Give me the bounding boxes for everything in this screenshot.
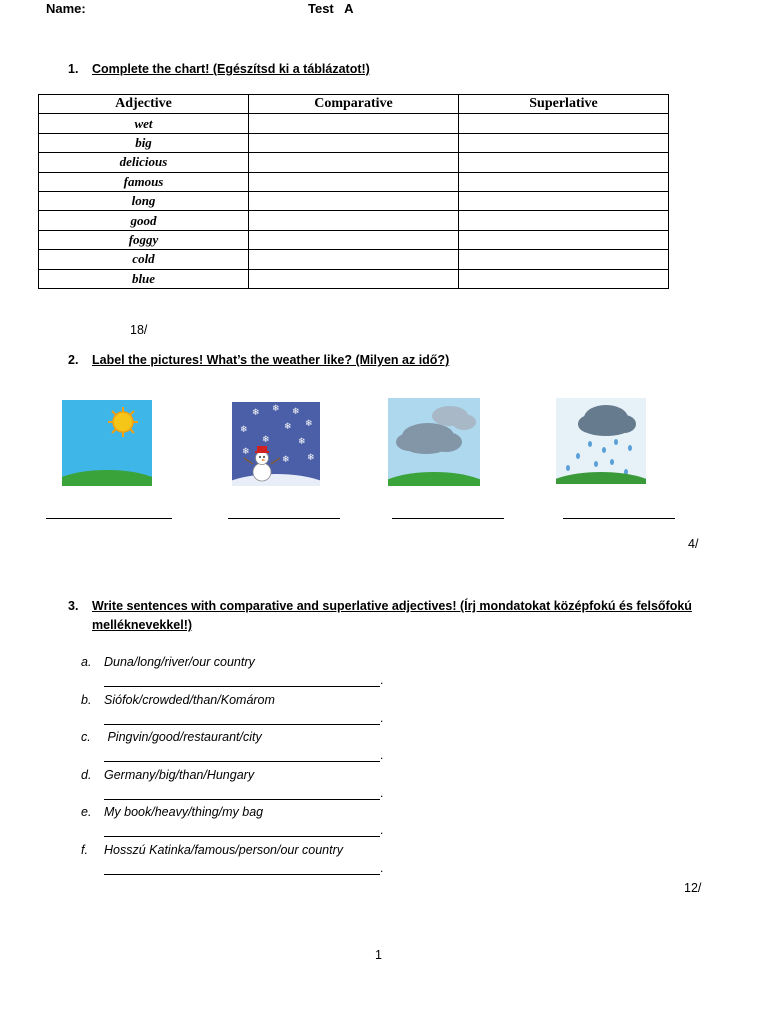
superlative-cell[interactable] [459, 230, 669, 249]
superlative-cell[interactable] [459, 114, 669, 133]
answer-line[interactable] [104, 686, 380, 687]
chart-row [39, 172, 669, 191]
svg-text:❄: ❄ [262, 435, 270, 445]
q3-title-line2: melléknevekkel!) [92, 618, 193, 632]
chart-row [39, 191, 669, 210]
adjective-cell: blue [39, 269, 249, 288]
sun-icon [62, 400, 152, 486]
item-prompt: Germany/big/than/Hungary [104, 767, 255, 782]
q1-score: 18/ [130, 323, 148, 337]
comparative-cell[interactable] [249, 211, 459, 230]
adjective-cell: long [39, 191, 249, 210]
cloud-icon [388, 398, 480, 486]
line-end-dot: . [380, 823, 384, 838]
comparative-cell[interactable] [249, 191, 459, 210]
line-end-dot: . [380, 861, 384, 875]
chart-row [39, 250, 669, 269]
comparative-cell[interactable] [249, 133, 459, 152]
adjective-cell: good [39, 211, 249, 230]
q3-title-line1: Write sentences with comparative and superlative adjectives! (Írj mondatokat középfokú és felsőfokú [92, 599, 692, 613]
column-header-adjective: Adjective [39, 95, 249, 114]
adjective-cell: famous [39, 172, 249, 191]
comparative-cell[interactable] [249, 230, 459, 249]
adjective-cell: big [39, 133, 249, 152]
chart-row [39, 153, 669, 172]
svg-text:❄: ❄ [307, 453, 315, 463]
item-prompt: My book/heavy/thing/my bag [104, 805, 264, 820]
q3-number: 3. [68, 599, 79, 613]
item-prompt: Pingvin/good/restaurant/city [104, 730, 262, 745]
svg-text:❄: ❄ [292, 407, 300, 417]
chart-row [39, 114, 669, 133]
adjective-cell: cold [39, 250, 249, 269]
test-label: Test A [308, 1, 354, 16]
comparative-cell[interactable] [249, 172, 459, 191]
item-prompt: Hosszú Katinka/famous/person/our country [104, 843, 344, 857]
comparative-cell[interactable] [249, 153, 459, 172]
answer-blank-sunny[interactable] [46, 518, 172, 519]
line-end-dot: . [380, 748, 384, 763]
snowy-picture [232, 402, 320, 486]
line-end-dot: . [380, 785, 384, 800]
rainy-picture [556, 398, 646, 484]
svg-text:❄: ❄ [272, 404, 280, 414]
svg-text:❄: ❄ [282, 455, 290, 465]
chart-row [39, 211, 669, 230]
line-end-dot: . [380, 710, 384, 725]
superlative-cell[interactable] [459, 172, 669, 191]
page-number: 1 [375, 948, 382, 962]
q2-number: 2. [68, 353, 79, 367]
superlative-cell[interactable] [459, 133, 669, 152]
svg-text:❄: ❄ [305, 419, 313, 429]
superlative-cell[interactable] [459, 191, 669, 210]
svg-text:❄: ❄ [284, 422, 292, 432]
q1-title: Complete the chart! (Egészítsd ki a táblázatot!) [92, 62, 370, 76]
adjective-cell: delicious [39, 153, 249, 172]
column-header-comparative: Comparative [249, 95, 459, 114]
answer-blank-cloudy[interactable] [392, 518, 504, 519]
column-header-superlative: Superlative [459, 95, 669, 114]
snowman-icon [232, 402, 320, 486]
cloudy-picture [388, 398, 480, 486]
answer-line[interactable] [104, 799, 380, 800]
q2-title: Label the pictures! What’s the weather like? (Milyen az idő?) [92, 353, 450, 367]
comparative-cell[interactable] [249, 269, 459, 288]
item-letter: f. [81, 843, 88, 857]
rain-cloud-icon [556, 398, 646, 484]
q2-score: 4/ [688, 537, 699, 551]
chart-row [39, 133, 669, 152]
chart-header-row [39, 95, 669, 114]
chart-row [39, 230, 669, 249]
sunny-picture [62, 400, 152, 486]
item-letter: a. [81, 655, 92, 669]
superlative-cell[interactable] [459, 153, 669, 172]
svg-text:❄: ❄ [240, 425, 248, 435]
answer-line[interactable] [104, 836, 380, 837]
answer-blank-snowy[interactable] [228, 518, 340, 519]
item-letter: c. [81, 730, 91, 745]
q1-number: 1. [68, 62, 79, 76]
adjective-cell: foggy [39, 230, 249, 249]
q3-score: 12/ [684, 881, 702, 895]
adjective-chart [38, 94, 669, 289]
item-prompt: Duna/long/river/our country [104, 655, 255, 669]
item-prompt: Siófok/crowded/than/Komárom [104, 692, 275, 707]
comparative-cell[interactable] [249, 250, 459, 269]
svg-text:❄: ❄ [242, 447, 250, 457]
superlative-cell[interactable] [459, 250, 669, 269]
item-letter: d. [81, 767, 92, 782]
answer-blank-rainy[interactable] [563, 518, 675, 519]
adjective-cell: wet [39, 114, 249, 133]
svg-text:❄: ❄ [252, 408, 260, 418]
superlative-cell[interactable] [459, 269, 669, 288]
item-letter: e. [81, 805, 92, 820]
answer-line[interactable] [104, 761, 380, 762]
svg-text:❄: ❄ [298, 437, 306, 447]
answer-line[interactable] [104, 874, 380, 875]
chart-row [39, 269, 669, 288]
answer-line[interactable] [104, 724, 380, 725]
item-letter: b. [81, 692, 92, 707]
line-end-dot: . [380, 673, 384, 687]
superlative-cell[interactable] [459, 211, 669, 230]
comparative-cell[interactable] [249, 114, 459, 133]
name-label: Name: [46, 1, 86, 16]
